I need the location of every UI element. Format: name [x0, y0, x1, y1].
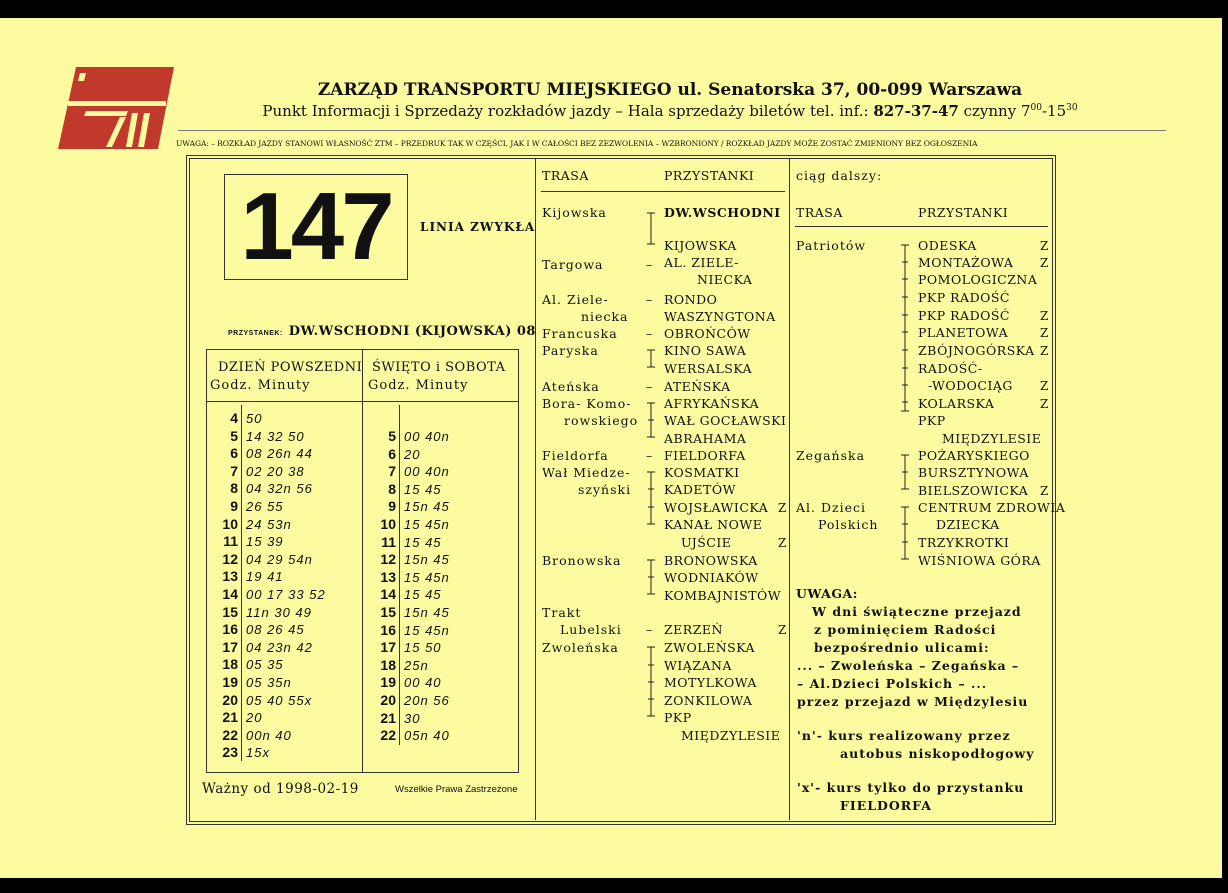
weekday-hour: 4	[230, 410, 238, 426]
notes-title: UWAGA:	[796, 586, 858, 601]
col1-przystanki-header: PRZYSTANKI	[664, 168, 755, 183]
valid-from: Ważny od 1998-02-19	[202, 781, 359, 797]
col2-przystanki-header: PRZYSTANKI	[918, 205, 1009, 220]
notes-line: przez przejazd w Międzylesiu	[797, 694, 1029, 709]
note-n: autobus niskopodłogowy	[840, 746, 1035, 761]
stop-label: FIELDORFA	[664, 448, 746, 463]
stop-label: ZBÓJNOGÓRSKA	[918, 343, 1035, 358]
weekday-minutes: 05 35	[246, 657, 284, 673]
street: Al. Dzieci	[796, 500, 866, 515]
weekday-subtitle: Godz. Minuty	[210, 378, 311, 393]
holiday-minutes: 15 45	[404, 534, 442, 550]
holiday-hour: 7	[388, 463, 396, 480]
weekday-hour: 5	[230, 427, 238, 444]
holiday-minutes: 30	[404, 710, 421, 726]
weekday-minutes: 04 29 54n	[246, 551, 313, 567]
street: Kijowska	[542, 205, 607, 220]
weekday-hour: 12	[222, 550, 238, 567]
holiday-hour: 21	[380, 709, 396, 726]
street: Paryska	[542, 343, 599, 358]
stop-label: DW.WSCHODNI	[664, 205, 781, 220]
holiday-title: ŚWIĘTO i SOBOTA	[372, 360, 506, 375]
stop-label: ZONKILOWA	[664, 693, 753, 708]
note-n: 'n'- kurs realizowany przez	[797, 728, 1011, 743]
notes-line: ... – Zwoleńska – Zegańska –	[797, 658, 1020, 673]
weekday-hour: 8	[230, 480, 238, 497]
weekday-hour: 19	[222, 674, 238, 690]
weekday-minutes: 20	[246, 710, 263, 726]
weekday-minutes: 50	[246, 411, 263, 426]
holiday-hour: 11	[381, 533, 396, 550]
stop-label: KOMBAJNISTÓW	[664, 588, 782, 603]
stop-label: ZERZEŃ	[664, 622, 723, 637]
weekday-hour: 18	[222, 656, 238, 673]
weekday-hour: 17	[222, 638, 238, 655]
stop-label: WIŚNIOWA GÓRA	[918, 553, 1041, 568]
stop-label: KOLARSKA	[918, 396, 995, 411]
holiday-hour: 13	[380, 568, 396, 585]
weekday-hour: 22	[222, 726, 238, 743]
dash: –	[646, 292, 654, 307]
street: szyński	[578, 482, 632, 497]
stop-label: KINO SAWA	[664, 343, 747, 358]
holiday-minutes: 20	[404, 446, 421, 462]
weekday-hour: 20	[222, 691, 238, 708]
dash: –	[646, 448, 654, 463]
weekday-minutes: 05 40 55x	[246, 692, 313, 708]
stop-label: AFRYKAŃSKA	[664, 396, 760, 411]
street: Francuska	[542, 326, 618, 341]
stop-label: MONTAŻOWA	[918, 255, 1014, 270]
street: Fieldorfa	[542, 448, 609, 463]
stop-label: BURSZTYNOWA	[918, 465, 1029, 480]
stop-label: BRONOWSKA	[664, 553, 758, 568]
holiday-minutes: 15n 45	[404, 552, 450, 568]
notes-line: bezpośrednio ulicami:	[814, 640, 990, 655]
holiday-hour: 6	[388, 445, 396, 462]
street: niecka	[581, 309, 629, 324]
stop-label: WOJSŁAWICKA	[664, 500, 769, 515]
stop-label: PKP RADOŚĆ	[918, 290, 1010, 305]
holiday-minutes: 15n 45	[404, 605, 450, 620]
stop-label: PKP	[664, 710, 692, 725]
street: Bora- Komo-	[542, 396, 632, 411]
copyright-notice: UWAGA: – ROZKŁAD JAZDY STANOWI WŁASNOŚĆ ZTM – PRZEDRUK TAK W CZĘŚCI, JAK I W CAŁOŚCI BEZ ZEZWOLENIA – WZBRONIONY / ROZKŁAD JAZDY MOŻE ZOSTAĆ ZMIENIONY BEZ OGŁOSZENIA	[176, 139, 978, 148]
stop-label: PLANETOWA	[918, 325, 1009, 340]
stop-label: -WODOCIĄG	[928, 378, 1013, 393]
stop-label: MOTYLKOWA	[664, 675, 757, 690]
stop-label: WAŁ GOCŁAWSKI	[664, 413, 787, 428]
notes-line: – Al.Dzieci Polskich – ...	[797, 676, 988, 691]
weekday-minutes: 24 53n	[246, 516, 292, 532]
stop-label: ATEŃSKA	[664, 379, 731, 394]
on-request-mark: Z	[1040, 326, 1049, 340]
street: Trakt	[542, 605, 582, 620]
stop-label: WODNIAKÓW	[664, 570, 759, 585]
notes-line: z pominięciem Radości	[814, 622, 997, 637]
weekday-hour: 16	[222, 621, 238, 638]
continuation-label: ciąg dalszy:	[796, 168, 883, 183]
holiday-minutes: 05n 40	[404, 728, 450, 744]
stop-label: POMOLOGICZNA	[918, 272, 1038, 287]
line-number: 147	[240, 173, 392, 280]
stop-label: DZIECKA	[936, 517, 1000, 532]
holiday-minutes: 15n 45	[404, 499, 450, 515]
holiday-minutes: 15 45n	[404, 569, 450, 585]
on-request-mark: Z	[1040, 344, 1049, 358]
stop-label: MIĘDZYLESIE	[681, 728, 781, 743]
holiday-hour: 22	[380, 727, 396, 744]
col1-trasa-header: TRASA	[542, 168, 589, 183]
street: Polskich	[818, 517, 879, 532]
on-request-mark: Z	[1040, 256, 1049, 270]
stop-label: KADETÓW	[664, 482, 736, 497]
stop-label: MIĘDZYLESIE	[942, 431, 1042, 446]
weekday-minutes: 05 35n	[246, 675, 292, 690]
street: rowskiego	[564, 413, 639, 428]
phone-number: 827-37-47	[873, 102, 959, 120]
stop-label: RADOŚĆ-	[918, 361, 983, 376]
holiday-hour: 15	[380, 604, 396, 620]
holiday-minutes: 15 45n	[404, 622, 450, 638]
holiday-subtitle: Godz. Minuty	[368, 378, 469, 393]
holiday-hour: 5	[388, 428, 396, 444]
weekday-hour: 6	[230, 445, 238, 462]
holiday-hour: 20	[380, 692, 396, 708]
on-request-mark: Z	[1040, 484, 1049, 498]
weekday-minutes: 14 32 50	[246, 428, 305, 444]
weekday-title: DZIEŃ POWSZEDNI	[218, 360, 363, 375]
col2-trasa-header: TRASA	[796, 205, 843, 220]
weekday-hour: 11	[223, 533, 238, 550]
weekday-hour: 7	[230, 462, 238, 479]
weekday-minutes: 08 26n 44	[246, 446, 313, 462]
stop-label: ZWOLEŃSKA	[664, 640, 756, 655]
street: Lubelski	[560, 622, 622, 637]
holiday-minutes: 20n 56	[404, 693, 450, 708]
rights-reserved: Wszelkie Prawa Zastrzeżone	[395, 784, 518, 795]
dash: –	[646, 379, 654, 394]
stop-label: AL. ZIELE-	[664, 255, 739, 270]
weekday-hour: 21	[222, 709, 238, 726]
stop-label: RONDO	[664, 292, 718, 307]
holiday-minutes: 00 40	[404, 675, 442, 691]
holiday-hour: 19	[380, 674, 396, 691]
weekday-minutes: 00 17 33 52	[246, 587, 326, 602]
weekday-minutes: 04 23n 42	[246, 639, 313, 655]
stop-label: KOSMATKI	[664, 465, 740, 480]
stop-label: CENTRUM ZDROWIA	[918, 500, 1066, 515]
holiday-minutes: 15 45	[404, 481, 442, 497]
dash: –	[646, 622, 654, 637]
holiday-hour: 14	[380, 586, 396, 603]
holiday-hour: 12	[380, 551, 396, 568]
dash: –	[646, 257, 654, 272]
stop-label: WERSALSKA	[664, 361, 753, 376]
stop-name: PRZYSTANEK: DW.WSCHODNI (KIJOWSKA) 08	[228, 324, 536, 339]
on-request-mark: Z	[778, 623, 787, 637]
stop-label: ABRAHAMA	[664, 431, 747, 446]
stop-label: ODESKA	[918, 238, 977, 253]
weekday-minutes: 15 39	[246, 534, 284, 550]
weekday-hour: 23	[222, 744, 238, 761]
dash: –	[646, 326, 654, 341]
stop-label: UJŚCIE	[681, 535, 732, 550]
on-request-mark: Z	[778, 536, 787, 550]
holiday-minutes: 15 45	[404, 587, 442, 603]
notes-line: W dni świąteczne przejazd	[812, 604, 1022, 619]
weekday-hour: 15	[222, 603, 238, 620]
header-subtitle: Punkt Informacji i Sprzedaży rozkładów jazdy – Hala sprzedaży biletów tel. inf.: 827-37-47 czynny $7^{00}-15^{30}$	[262, 102, 1078, 120]
weekday-minutes: 08 26 45	[246, 622, 305, 638]
stop-label: WASZYNGTONA	[664, 309, 776, 324]
stop-label: PKP RADOŚĆ	[918, 308, 1010, 323]
header-title: ZARZĄD TRANSPORTU MIEJSKIEGO ul. Senatorska 37, 00-099 Warszawa	[317, 80, 1023, 100]
stop-label: KIJOWSKA	[664, 238, 737, 253]
stop-label: KANAŁ NOWE	[664, 517, 763, 532]
street: Bronowska	[542, 553, 622, 568]
holiday-minutes: 25n	[404, 657, 429, 673]
street: Patriotów	[796, 238, 867, 253]
street: Ateńska	[542, 379, 600, 394]
holiday-hour: 16	[380, 621, 396, 638]
stop-label: BIELSZOWICKA	[918, 483, 1029, 498]
on-request-mark: Z	[1040, 397, 1049, 411]
street: Wał Miedze-	[542, 465, 631, 480]
line-type: LINIA ZWYKŁA	[420, 220, 536, 234]
holiday-minutes: 15 45n	[404, 517, 450, 532]
street: Zwoleńska	[542, 640, 619, 655]
weekday-minutes: 00n 40	[246, 727, 292, 743]
holiday-hour: 18	[380, 656, 396, 673]
stop-label: PKP	[918, 413, 946, 428]
weekday-minutes: 15x	[246, 745, 270, 761]
weekday-hour: 13	[222, 568, 238, 585]
holiday-hour: 17	[380, 639, 396, 656]
on-request-mark: Z	[1040, 309, 1049, 323]
street: Al. Ziele-	[542, 292, 609, 307]
street: Targowa	[542, 257, 604, 272]
note-x: 'x'- kurs tylko do przystanku	[797, 780, 1025, 795]
weekday-hour: 9	[230, 498, 238, 514]
stop-label: POŻARYSKIEGO	[918, 448, 1030, 463]
holiday-minutes: 00 40n	[404, 464, 450, 480]
holiday-minutes: 15 50	[404, 640, 442, 656]
stop-label: TRZYKROTKI	[918, 535, 1010, 550]
stop-label: NIECKA	[697, 272, 753, 287]
on-request-mark: Z	[1040, 379, 1049, 393]
on-request-mark: Z	[778, 501, 787, 515]
weekday-minutes: 11n 30 49	[246, 604, 312, 620]
stop-label: OBROŃCÓW	[664, 326, 751, 341]
weekday-hour: 10	[222, 515, 238, 532]
street: Zegańska	[796, 448, 866, 463]
weekday-minutes: 02 20 38	[246, 463, 305, 479]
note-x: FIELDORFA	[840, 798, 932, 813]
holiday-hour: 10	[380, 516, 396, 532]
stop-label: WIĄZANA	[664, 658, 732, 673]
weekday-minutes: 04 32n 56	[246, 481, 313, 497]
holiday-minutes: 00 40n	[404, 429, 450, 444]
holiday-hour: 8	[388, 480, 396, 497]
on-request-mark: Z	[1040, 239, 1049, 253]
weekday-minutes: 19 41	[246, 569, 284, 585]
holiday-hour: 9	[388, 498, 396, 515]
weekday-hour: 14	[222, 586, 238, 602]
weekday-minutes: 26 55	[246, 499, 284, 514]
